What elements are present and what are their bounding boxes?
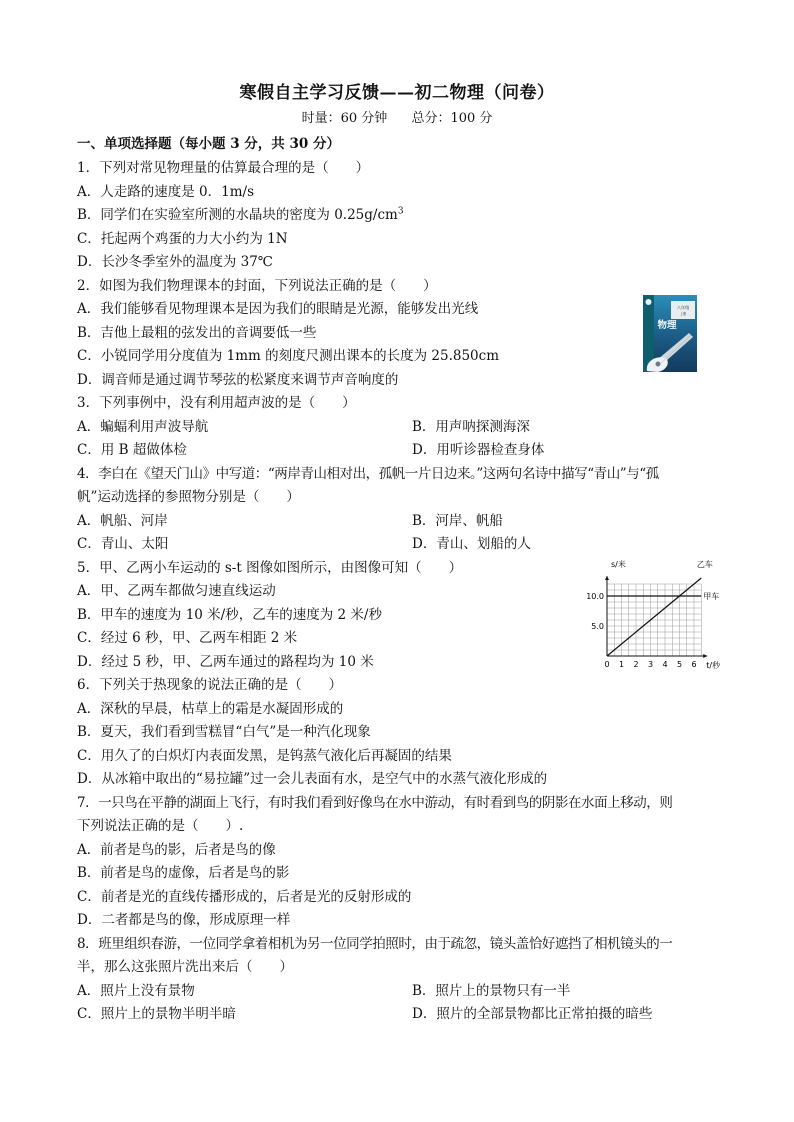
textbook-cover-image: [643, 295, 697, 372]
question-5-option-d: D．经过 5 秒，甲、乙两车通过的路程均为 10 米: [77, 653, 374, 670]
question-8-stem-2: 半，那么这张照片洗出来后（ ）: [77, 959, 293, 975]
question-4-stem-1: 4．李白在《望天门山》中写道：“两岸青山相对出，孤帆一片日边来。”这两句名诗中描写“青山”与“孤: [77, 465, 659, 482]
x-tick-label: 1: [618, 660, 625, 669]
x-tick-label: 4: [662, 660, 668, 669]
section-heading: 一、单项选择题（每小题 3 分，共 30 分）: [77, 136, 340, 152]
question-7-option-b: B．前者是鸟的虚像，后者是鸟的影: [77, 865, 290, 881]
question-7-stem-1: 7．一只鸟在平静的湖面上飞行，有时我们看到好像鸟在水中游动，有时看到鸟的阴影在水面上移动，则: [77, 794, 673, 811]
cover-volume-label: 上册: [679, 312, 687, 316]
cover-grade-label: 八年级: [676, 305, 690, 310]
question-1-option-a: A．人走路的速度是 0．1m/s: [77, 183, 254, 200]
question-8-row-2: [77, 1003, 722, 1027]
exam-time: 时量：60 分钟: [301, 111, 388, 126]
x-axis-label: t/秒: [706, 661, 721, 670]
question-3-row-1: [77, 416, 722, 440]
question-5-option-b: B．甲车的速度为 10 米/秒，乙车的速度为 2 米/秒: [77, 606, 382, 623]
question-4-row-2: [77, 533, 722, 557]
x-tick-label: 0: [604, 660, 610, 669]
question-8-row-1: [77, 980, 722, 1004]
question-1-option-c: C．托起两个鸡蛋的力大小约为 1N: [77, 230, 288, 247]
question-4-option-b: B．河岸、帆船: [412, 512, 503, 529]
question-3-stem: 3．下列事例中，没有利用超声波的是（ ）: [77, 395, 356, 411]
question-3-option-b: B．用声呐探测海深: [412, 418, 530, 435]
question-8-stem-1: 8．班里组织春游，一位同学拿着相机为另一位同学拍照时，由于疏忽，镜头盖恰好遮挡了相机镜头的一: [77, 935, 673, 952]
s-t-graph: [581, 558, 721, 680]
series-label: 甲车: [703, 592, 720, 601]
y-axis-label: s/米: [611, 560, 626, 569]
question-3-row-2: [77, 439, 722, 463]
y-tick-label: 10.0: [586, 592, 604, 601]
question-4-option-c: C．青山、太阳: [77, 536, 169, 552]
series-line: [607, 578, 701, 656]
question-3-option-c: C．用 B 超做体检: [77, 442, 187, 458]
question-4-stem-2: 帆”运动选择的参照物分别是（ ）: [77, 489, 300, 505]
question-2-option-c: C．小锐同学用分度值为 1mm 的刻度尺测出课本的长度为 25.850cm: [77, 348, 499, 364]
question-7-stem-2: 下列说法正确的是（ ）.: [77, 818, 244, 834]
question-2-option-d: D．调音师是通过调节琴弦的松紧度来调节声音响度的: [77, 371, 399, 388]
question-2-stem: 2．如图为我们物理课本的封面，下列说法正确的是（ ）: [77, 277, 437, 294]
series-label: 乙车: [696, 560, 713, 569]
question-4-option-a: A．帆船、河岸: [77, 512, 168, 529]
x-tick-label: 6: [691, 660, 697, 669]
x-tick-label: 2: [633, 660, 639, 669]
question-6-option-a: A．深秋的早晨，枯草上的霜是水凝固形成的: [77, 700, 344, 717]
question-8-option-d: D．照片的全部景物都比正常拍摄的暗些: [412, 1006, 653, 1022]
x-tick-label: 5: [676, 660, 683, 669]
question-2-option-a: A．我们能够看见物理课本是因为我们的眼睛是光源，能够发出光线: [77, 301, 479, 317]
exam-meta: [0, 107, 794, 126]
y-tick-label: 5.0: [591, 622, 604, 631]
question-3-option-a: A．蝙蝠利用声波导航: [77, 418, 209, 435]
y-axis-arrow: [605, 576, 609, 580]
question-6-option-b: B．夏天，我们看到雪糕冒“白气”是一种汽化现象: [77, 724, 371, 740]
question-5-option-c: C．经过 6 秒，甲、乙两车相距 2 米: [77, 630, 298, 646]
question-7-option-a: A．前者是鸟的影，后者是鸟的像: [77, 841, 276, 858]
exam-title: 寒假自主学习反馈——初二物理（问卷）: [239, 83, 555, 103]
question-6-option-c: C．用久了的白炽灯内表面发黑，是钨蒸气液化后再凝固的结果: [77, 747, 452, 764]
question-1-option-b: [77, 204, 722, 228]
question-2-option-b: B．吉他上最粗的弦发出的音调要低一些: [77, 324, 317, 341]
question-1-stem: 1．下列对常见物理量的估算最合理的是（ ）: [77, 160, 370, 176]
x-tick-label: 3: [647, 660, 654, 669]
superscript: 3: [397, 206, 404, 217]
question-8-option-a: A．照片上没有景物: [77, 982, 195, 999]
question-4-row-1: [77, 510, 722, 534]
question-6-stem: 6．下列关于热现象的说法正确的是（ ）: [77, 677, 343, 693]
question-6-option-d: D．从冰箱中取出的“易拉罐”过一会儿表面有水，是空气中的水蒸气液化形成的: [77, 771, 548, 787]
question-8-option-b: B．照片上的景物只有一半: [412, 982, 571, 999]
question-4-option-d: D．青山、划船的人: [412, 536, 531, 552]
option-text: B．同学们在实验室所测的水晶块的密度为 0.25g/cm: [77, 207, 398, 223]
cover-title: 物理: [657, 320, 677, 331]
question-8-option-c: C．照片上的景物半明半暗: [77, 1006, 236, 1022]
x-axis-arrow: [703, 654, 707, 658]
question-3-option-d: D．用听诊器检查身体: [412, 442, 545, 458]
question-7-option-c: C．前者是光的直线传播形成的，后者是光的反射形成的: [77, 888, 412, 905]
question-1-option-d: D．长沙冬季室外的温度为 37℃: [77, 254, 273, 270]
question-5-stem: 5．甲、乙两小车运动的 s-t 图像如图所示，由图像可知（ ）: [77, 559, 463, 576]
question-7-option-d: D．二者都是鸟的像，形成原理一样: [77, 912, 291, 928]
question-5-option-a: A．甲、乙两车都做匀速直线运动: [77, 583, 276, 599]
exam-score: 总分：100 分: [411, 111, 493, 126]
